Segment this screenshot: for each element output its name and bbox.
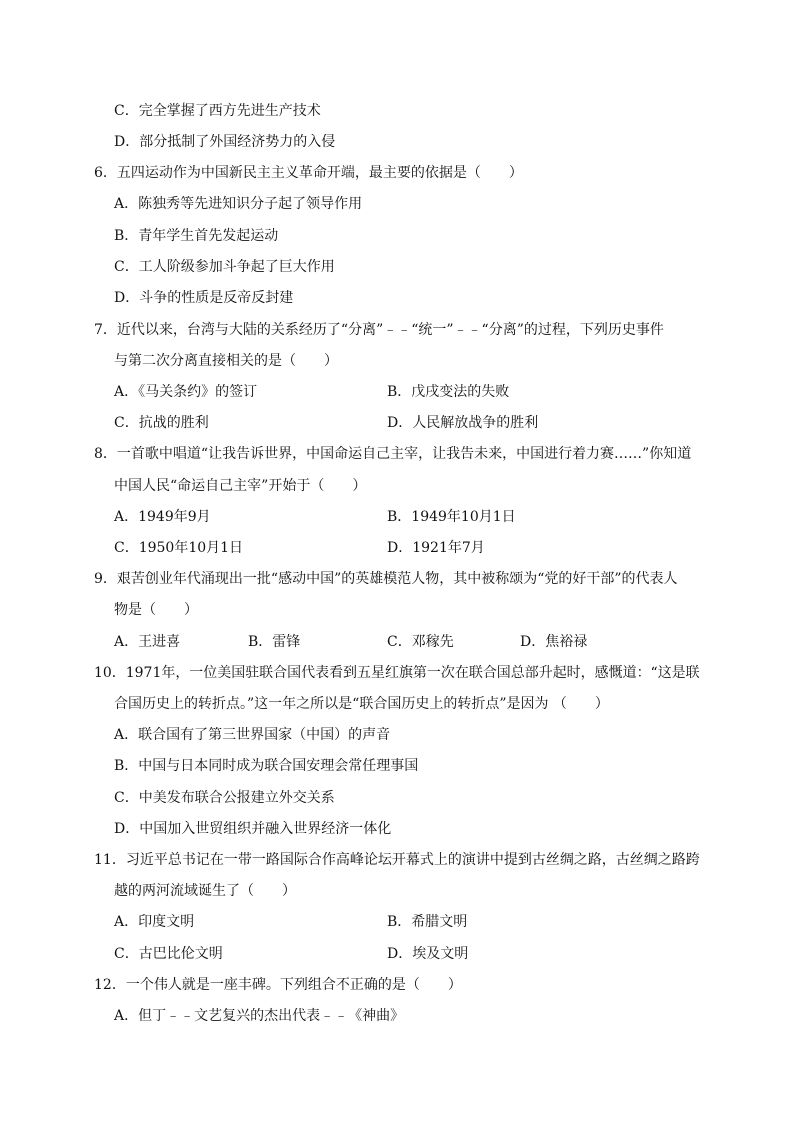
q5-option-d: D．部分抵制了外国经济势力的入侵 [114, 134, 336, 150]
q11-option-a: A．印度文明 [114, 914, 195, 930]
q6-stem: 6．五四运动作为中国新民主主义革命开端，最主要的依据是（ ） [94, 165, 523, 181]
q9-stem-line2: 物是（ ） [114, 602, 198, 618]
q12-stem: 12．一个伟人就是一座丰碑。下列组合不正确的是（ ） [94, 977, 462, 993]
q11-option-b: B．希腊文明 [387, 914, 468, 930]
q7-stem-line1: 7．近代以来，台湾与大陆的关系经历了“分离”﹣﹣“统一”﹣﹣“分离”的过程，下列历史事件 [94, 322, 664, 338]
q6-option-a: A．陈独秀等先进知识分子起了领导作用 [114, 196, 363, 212]
q10-option-c: C．中美发布联合公报建立外交关系 [114, 790, 335, 806]
q7-option-b: B．戊戌变法的失败 [387, 384, 510, 400]
q8-stem-line2: 中国人民“命运自己主宰”开始于（ ） [114, 478, 367, 494]
q6-option-d: D．斗争的性质是反帝反封建 [114, 290, 294, 306]
q7-option-c: C．抗战的胜利 [114, 415, 209, 431]
q11-stem-line1: 11．习近平总书记在一带一路国际合作高峰论坛开幕式上的演讲中提到古丝绸之路，古丝绸之路跨 [94, 852, 700, 868]
q6-option-b: B．青年学生首先发起运动 [114, 228, 279, 244]
q5-option-c: C．完全掌握了西方先进生产技术 [114, 103, 321, 119]
q6-option-c: C．工人阶级参加斗争起了巨大作用 [114, 259, 335, 275]
q10-option-b: B．中国与日本同时成为联合国安理会常任理事国 [114, 758, 419, 774]
q9-option-c: C．邓稼先 [387, 634, 454, 650]
q8-option-a: A．1949年9月 [114, 509, 211, 525]
q9-option-b: B．雷锋 [248, 634, 301, 650]
q9-option-d: D．焦裕禄 [520, 634, 588, 650]
q7-option-a: A．《马关条约》的签订 [114, 384, 258, 400]
q10-option-d: D．中国加入世贸组织并融入世界经济一体化 [114, 821, 392, 837]
q8-option-d: D．1921年7月 [387, 540, 485, 556]
q8-option-c: C．1950年10月1日 [114, 540, 244, 556]
q11-option-c: C．古巴比伦文明 [114, 946, 223, 962]
q7-stem-line2: 与第二次分离直接相关的是（ ） [114, 353, 338, 369]
q9-stem-line1: 9．艰苦创业年代涌现出一批“感动中国”的英雄模范人物，其中被称颂为“党的好干部”的代表人 [94, 571, 678, 587]
q10-stem-line1: 10．1971年，一位美国驻联合国代表看到五星红旗第一次在联合国总部升起时，感慨道：“这是联 [94, 665, 700, 681]
q8-stem-line1: 8．一首歌中唱道“让我告诉世界，中国命运自己主宰，让我告未来，中国进行着力赛……”你知道 [94, 446, 692, 462]
q12-option-a: A．但丁﹣﹣文艺复兴的杰出代表﹣﹣《神曲》 [114, 1008, 405, 1024]
q8-option-b: B．1949年10月1日 [387, 509, 516, 525]
q11-option-d: D．埃及文明 [387, 946, 469, 962]
q9-option-a: A．王进喜 [114, 634, 181, 650]
q10-option-a: A．联合国有了第三世界国家（中国）的声音 [114, 727, 391, 743]
q11-stem-line2: 越的两河流域诞生了（ ） [114, 883, 296, 899]
q10-stem-line2: 合国历史上的转折点。”这一年之所以是“联合国历史上的转折点”是因为 （ ） [114, 696, 609, 712]
q7-option-d: D．人民解放战争的胜利 [387, 415, 539, 431]
